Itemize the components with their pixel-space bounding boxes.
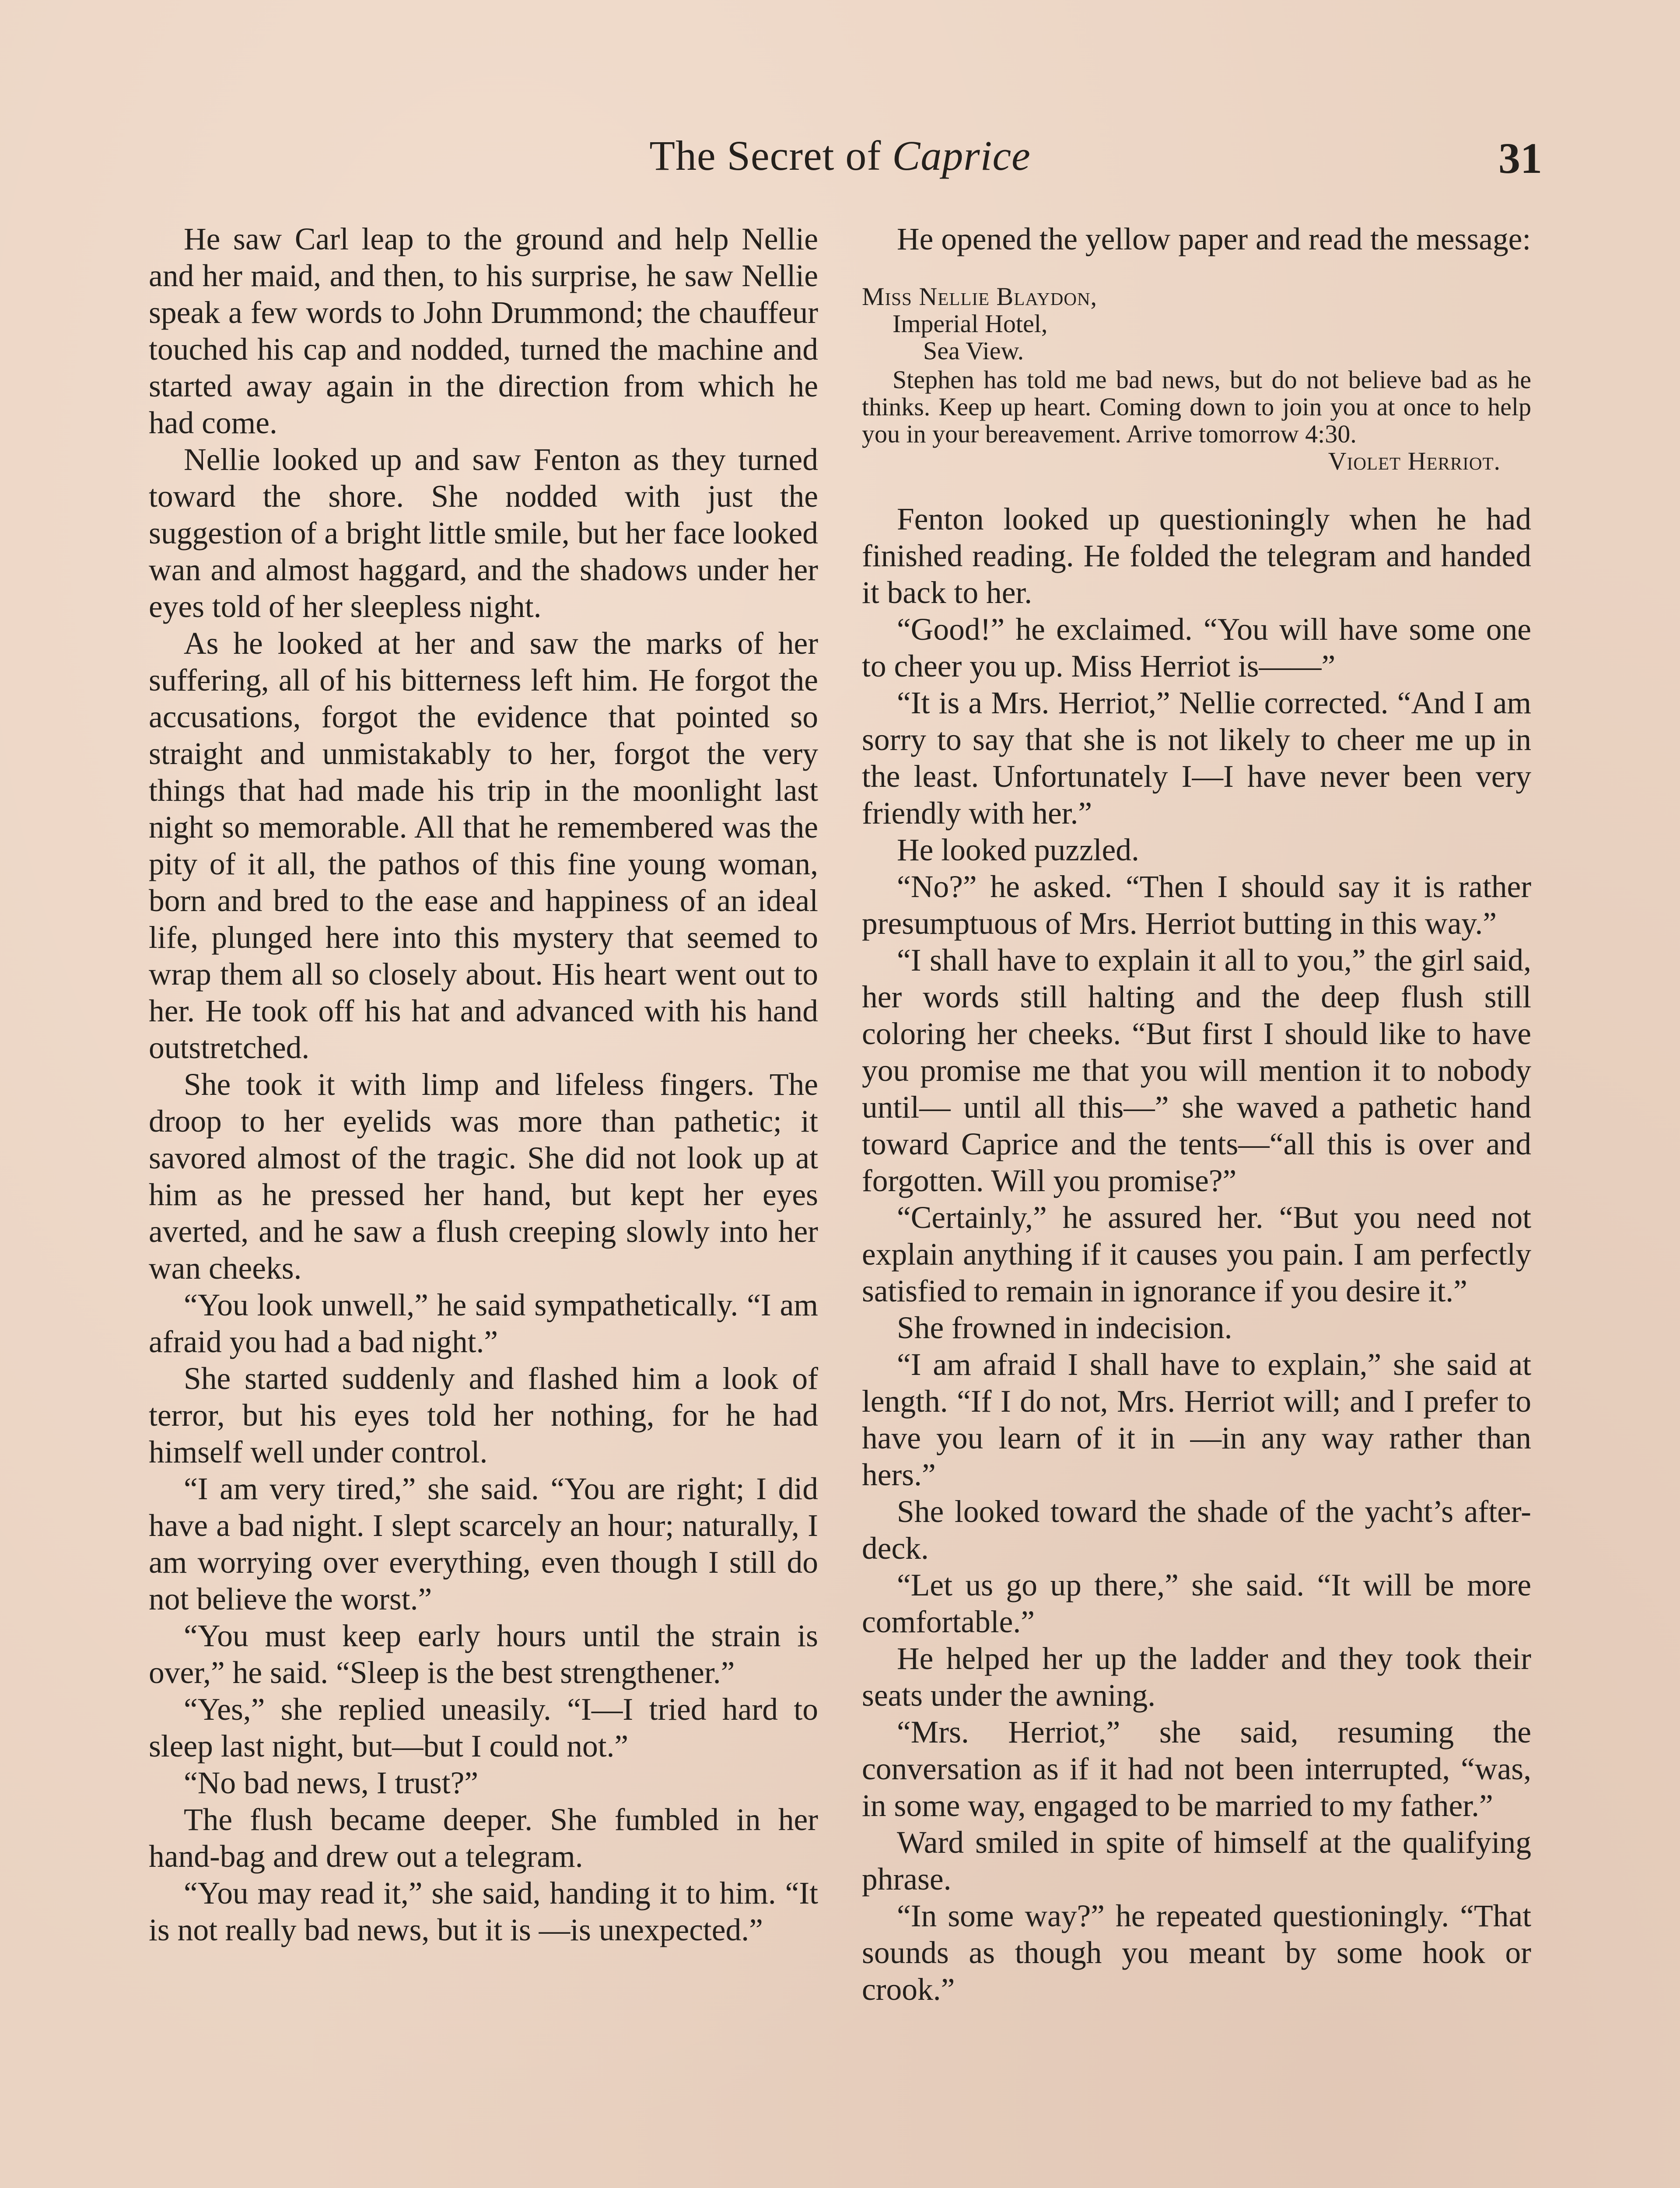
paragraph: “You must keep early hours until the strain is over,” he said. “Sleep is the best strengthener.”: [149, 1619, 818, 1690]
paragraph: She started suddenly and flashed him a look of terror, but his eyes told her nothing, for he had himself well under control.: [149, 1361, 818, 1469]
running-head-prefix: The Secret of: [649, 132, 892, 179]
paragraph: “You may read it,” she said, handing it to him. “It is not really bad news, but it is —is unexpected.”: [149, 1876, 818, 1947]
paragraph: “I am afraid I shall have to explain,” she said at length. “If I do not, Mrs. Herriot will; and I prefer to have you learn of it in —in any way rather than hers.”: [862, 1347, 1531, 1492]
running-head: [0, 131, 1680, 180]
paragraph: “No?” he asked. “Then I should say it is rather presumptuous of Mrs. Herriot butting in this way.”: [862, 870, 1531, 941]
paragraph: “Certainly,” he assured her. “But you need not explain anything if it causes you pain. I am perfectly satisfied to remain in ignorance if you desire it.”: [862, 1200, 1531, 1308]
paragraph: “I shall have to explain it all to you,” the girl said, her words still halting and the deep flush still coloring her cheeks. “But first I should like to have you promise me that you will mention it to nobody until— until all this—” she waved a pathetic hand toward Caprice and the tents—“all this is over and forgotten. Will you promise?”: [862, 943, 1531, 1198]
paragraph: “No bad news, I trust?”: [184, 1766, 479, 1800]
paragraph: Ward smiled in spite of himself at the qualifying phrase.: [862, 1825, 1531, 1897]
paragraph: “In some way?” he repeated questioningly. “That sounds as though you meant by some hook or crook.”: [862, 1899, 1531, 2007]
paragraph: As he looked at her and saw the marks of her suffering, all of his bitterness left him. He forgot the accusations, forgot the evidence that pointed so straight and unmistakably to her, forgot the very things that had made his trip in the moonlight last night so memorable. All that he remembered was the pity of it all, the pathos of this fine young woman, born and bred to the ease and happiness of an ideal life, plunged here into this mystery that seemed to wrap them all so closely about. His heart went out to her. He took off his hat and advanced with his hand outstretched.: [149, 626, 818, 1065]
page-header: [0, 127, 1680, 184]
paragraph: “I am very tired,” she said. “You are right; I did have a bad night. I slept scarcely an hour; naturally, I am worrying over everything, even though I still do not believe the worst.”: [149, 1472, 818, 1616]
paragraph: Nellie looked up and saw Fenton as they turned toward the shore. She nodded with just the suggestion of a bright little smile, but her face looked wan and almost haggard, and the shadows under her eyes told of her sleepless night.: [149, 442, 818, 624]
telegram: [862, 283, 1531, 475]
paragraph: She looked toward the shade of the yacht’s after-deck.: [862, 1494, 1531, 1566]
running-head-italic: Caprice: [892, 132, 1031, 179]
telegram-signature: Violet Herriot.: [1328, 447, 1501, 475]
paragraph: “It is a Mrs. Herriot,” Nellie corrected. “And I am sorry to say that she is not likely to cheer me up in the least. Unfortunately I—I have never been very friendly with her.”: [862, 686, 1531, 831]
paragraph: She took it with limp and lifeless fingers. The droop to her eyelids was more than pathetic; it savored almost of the tragic. She did not look up at him as he pressed her hand, but kept her eyes averted, and he saw a flush creeping slowly into her wan cheeks.: [149, 1067, 818, 1286]
paragraph: He helped her up the ladder and they took their seats under the awning.: [862, 1641, 1531, 1713]
telegram-address-line: Sea View.: [923, 337, 1024, 365]
paragraph: He looked puzzled.: [897, 833, 1139, 867]
paragraph: She frowned in indecision.: [897, 1311, 1232, 1345]
paragraph: “Let us go up there,” she said. “It will be more comfortable.”: [862, 1568, 1531, 1639]
paragraph: The flush became deeper. She fumbled in her hand-bag and drew out a telegram.: [149, 1802, 818, 1874]
telegram-addressee: Miss Nellie Blaydon,: [862, 282, 1098, 311]
page-number: 31: [1498, 134, 1542, 182]
paragraph: “Yes,” she replied uneasily. “I—I tried hard to sleep last night, but—but I could not.”: [149, 1692, 818, 1764]
telegram-body: Stephen has told me bad news, but do not believe bad as he thinks. Keep up heart. Coming down to join you at once to help you in your bereavement. Arrive tomorrow 4:30.: [862, 365, 1531, 448]
paragraph: He saw Carl leap to the ground and help Nellie and her maid, and then, to his surprise, he saw Nellie speak a few words to John Drummond; the chauffeur touched his cap and nodded, turned the machine and started away again in the direction from which he had come.: [149, 222, 818, 440]
right-column: [862, 221, 1531, 2008]
telegram-address-line: Imperial Hotel,: [892, 309, 1048, 338]
paragraph: “Good!” he exclaimed. “You will have some one to cheer you up. Miss Herriot is——”: [862, 612, 1531, 684]
paragraph: “Mrs. Herriot,” she said, resuming the conversation as if it had not been interrupted, “was, in some way, engaged to be married to my father.”: [862, 1715, 1531, 1823]
paragraph: “You look unwell,” he said sympathetically. “I am afraid you had a bad night.”: [149, 1288, 818, 1359]
paragraph: He opened the yellow paper and read the message:: [897, 222, 1531, 256]
left-column: [149, 221, 818, 1949]
paragraph: Fenton looked up questioningly when he had finished reading. He folded the telegram and handed it back to her.: [862, 502, 1531, 610]
